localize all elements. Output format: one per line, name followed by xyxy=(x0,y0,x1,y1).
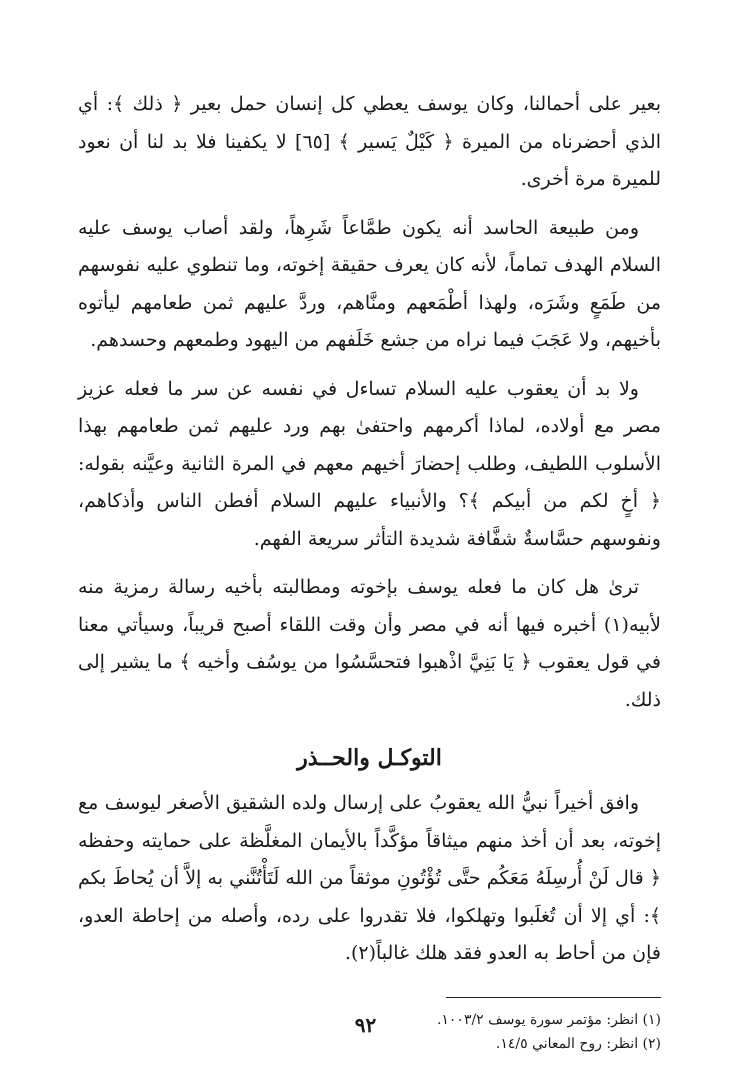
paragraph-2: ومن طبيعة الحاسد أنه يكون طمَّاعاً شَرِهاً، ولقد أصاب يوسف عليه السلام الهدف تماماً، لأنه كان يعرف حقيقة إخوته، وما تنطوي عليه نفوسهم من طَمَعٍ وشَرَه، ولهذا أطْمَعهم ومنَّاهم، وردَّ عليهم ثمن طعامهم ليأتوه بأخيهم، ولا عَجَبَ فيما نراه من جشع خَلَفهم من اليهود وطمعهم وحسدهم. xyxy=(78,216,661,351)
footnote-2: (٢) انظر: روح المعاني ١٤/٥. xyxy=(495,1035,661,1052)
body-text xyxy=(78,86,661,973)
footnote-divider xyxy=(446,997,661,998)
footnote-1: (١) انظر: مؤتمر سورة يوسف ١٠٠٣/٢. xyxy=(436,1011,661,1028)
section-heading: التوكـل والحــذر xyxy=(297,745,442,771)
paragraph-5: وافق أخيراً نبيُّ الله يعقوبُ على إرسال ولده الشقيق الأصغر ليوسف مع إخوته، بعد أن أخذ منهم ميثاقاً مؤكَّداً بالأيمان المغلَّظة على حمايته وحفظه ﴿ قال لَنْ أُرسِلَهُ مَعَكُم حتَّى تُؤْتُونِ موثقاً من الله لَتَأْتُنَّني به إلاَّ أن يُحاطَ بكم ﴾: أي إلا أن تُغلَبوا وتهلكوا، فلا تقدروا على رده، وأصله من إحاطة العدو، فإن من أحاط به العدو فقد هلك غالباً(٢). xyxy=(78,792,661,964)
page-number: ٩٢ xyxy=(354,1013,377,1037)
paragraph-4: ترىٰ هل كان ما فعله يوسف بإخوته ومطالبته بأخيه رسالة رمزية منه لأبيه(١) أخبره فيها أنه في مصر وأن وقت اللقاء أصبح قريباً، وسيأتي معنا في قول يعقوب ﴿ يَا بَنِيَّ اذْهبوا فتحسَّسُوا من يوسُف وأخيه ﴾ ما يشير إلى ذلك. xyxy=(78,576,661,711)
paragraph-3: ولا بد أن يعقوب عليه السلام تساءل في نفسه عن سر ما فعله عزيز مصر مع أولاده، لماذا أكرمهم واحتفىٰ بهم ورد عليهم ثمن طعامهم بهذا الأسلوب اللطيف، وطلب إحضارَ أخيهم معهم في المرة الثانية وعيَّنه بقوله: ﴿ أخٍ لكم من أبيكم ﴾؟ والأنبياء عليهم السلام أفطن الناس وأذكاهم، ونفوسهم حسَّاسةٌ شفَّافة شديدة التأثر سريعة الفهم. xyxy=(78,377,661,550)
paragraph-1: بعير على أحمالنا، وكان يوسف يعطي كل إنسان حمل بعير ﴿ ذلك ﴾: أي الذي أحضرناه من الميرة ﴿ كَيْلٌ يَسير ﴾ [٦٥] لا يكفينا فلا بد لنا أن نعود للميرة مرة أخرى. xyxy=(78,93,661,190)
